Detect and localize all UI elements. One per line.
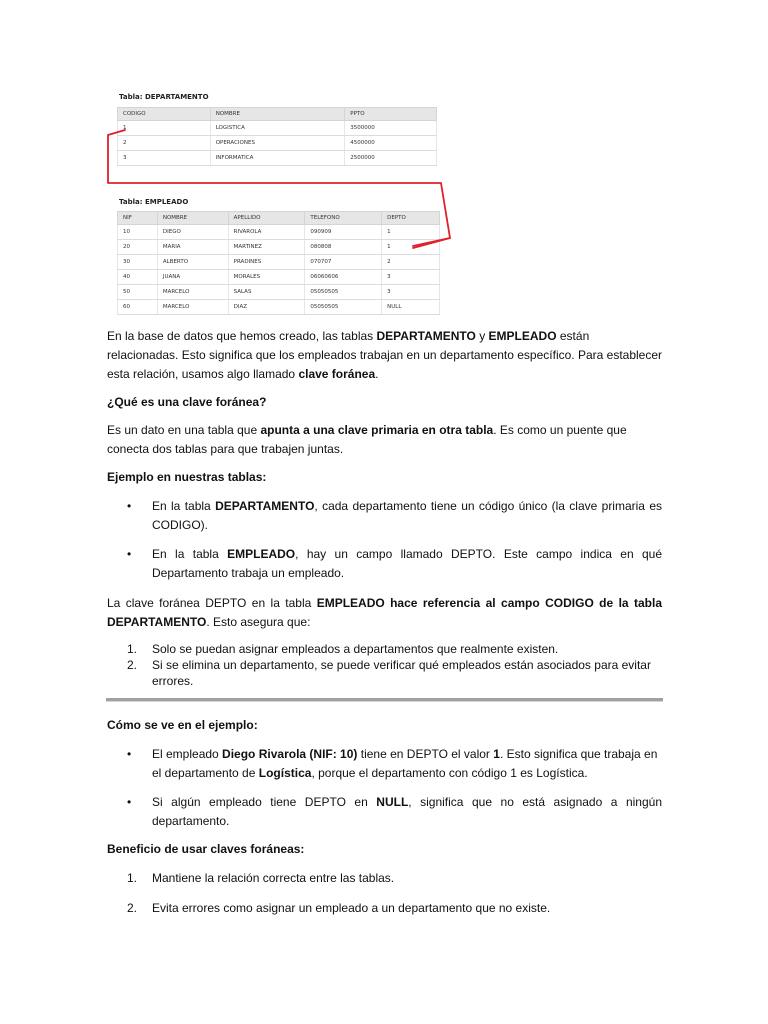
text-run: y (475, 329, 489, 343)
bold-run: DEPARTAMENTO (215, 499, 315, 513)
column-header: CODIGO (118, 108, 211, 121)
table-cell: NULL (382, 300, 440, 315)
table-cell: 3 (118, 151, 211, 166)
benefit-heading (107, 840, 662, 859)
bold-run: NULL (376, 795, 409, 809)
table-cell: ALBERTO (157, 255, 228, 270)
text-run: Es un dato en una tabla que (107, 423, 261, 437)
text-run: , significa que no está asignado a ningún departamento. (152, 795, 662, 828)
departamento-table-title: Tabla: DEPARTAMENTO (119, 93, 209, 101)
bullet-item (152, 745, 662, 783)
text-run: , hay un campo llamado DEPTO. Este campo indica en qué Departamento trabaja un empleado. (152, 547, 662, 580)
departamento-table (117, 107, 437, 166)
bold-run: Logística (258, 766, 312, 780)
heading-text: Beneficio de usar claves foráneas: (107, 842, 305, 856)
reference-paragraph (107, 594, 662, 632)
table-cell: 06060606 (305, 270, 382, 285)
column-header: TELEFONO (305, 212, 382, 225)
table-cell: 1 (382, 225, 440, 240)
column-header: NIF (118, 212, 158, 225)
table-cell: 070707 (305, 255, 382, 270)
table-cell: 10 (118, 225, 158, 240)
table-cell: OPERACIONES (210, 136, 345, 151)
bullet-icon: • (127, 499, 132, 513)
list-item: Si se elimina un departamento, se puede verificar qué empleados están asociados para evitar errores. (152, 658, 651, 688)
column-header: NOMBRE (157, 212, 228, 225)
text-run: Si algún empleado tiene DEPTO en (152, 795, 377, 809)
table-cell: MARIA (157, 240, 228, 255)
question-heading (107, 393, 662, 412)
table-cell: 20 (118, 240, 158, 255)
text-run: En la tabla (152, 547, 228, 561)
empleado-table (117, 211, 440, 315)
table-cell: 090909 (305, 225, 382, 240)
table-header-row (118, 212, 440, 225)
text-run: La clave foránea DEPTO en la tabla (107, 596, 317, 610)
table-cell: DIEGO (157, 225, 228, 240)
horizontal-divider (106, 698, 663, 702)
table-cell: 60 (118, 300, 158, 315)
table-cell: 2 (118, 136, 211, 151)
bullet-item (152, 545, 662, 583)
table-row (118, 255, 440, 270)
column-header: APELLIDO (228, 212, 305, 225)
table-cell: 3500000 (345, 121, 437, 136)
table-cell: 50 (118, 285, 158, 300)
text-run: tiene en DEPTO el valor (357, 747, 494, 761)
how-heading (107, 716, 662, 735)
table-cell: LOGISTICA (210, 121, 345, 136)
intro-paragraph (107, 327, 662, 384)
text-run: En la base de datos que hemos creado, las tablas (107, 329, 377, 343)
table-cell: JUANA (157, 270, 228, 285)
definition-paragraph (107, 421, 662, 459)
column-header: PPTO (345, 108, 437, 121)
text-run: , porque el departamento con código 1 es Logística. (311, 766, 588, 780)
text-run: En la tabla (152, 499, 216, 513)
table-row (118, 285, 440, 300)
bullet-icon: • (127, 795, 132, 809)
table-cell: 3 (382, 285, 440, 300)
list-item: Solo se puedan asignar empleados a departamentos que realmente existen. (152, 642, 559, 656)
list-number: 2. (127, 658, 138, 672)
heading-text: ¿Qué es una clave foránea? (107, 395, 267, 409)
bold-run: DEPARTAMENTO (376, 329, 476, 343)
table-cell: 40 (118, 270, 158, 285)
table-cell: INFORMATICA (210, 151, 345, 166)
bold-run: EMPLEADO (488, 329, 557, 343)
table-cell: MARCELO (157, 300, 228, 315)
tables-screenshot (106, 90, 464, 316)
table-row (118, 136, 437, 151)
example-heading (107, 468, 662, 487)
table-cell: 1 (118, 121, 211, 136)
heading-text: Cómo se ve en el ejemplo: (107, 718, 258, 732)
table-cell: 3 (382, 270, 440, 285)
table-cell: 2 (382, 255, 440, 270)
table-row (118, 240, 440, 255)
list-item: Mantiene la relación correcta entre las tablas. (152, 871, 395, 885)
table-cell: MARCELO (157, 285, 228, 300)
table-cell: RIVAROLA (228, 225, 305, 240)
list-number: 1. (127, 642, 138, 656)
list-item: Evita errores como asignar un empleado a un departamento que no existe. (152, 901, 551, 915)
table-cell: DIAZ (228, 300, 305, 315)
text-run: El empleado (152, 747, 223, 761)
text-run: están relacionadas. Esto significa que los empleados trabajan en un departamento específico. Para establecer esta relación, usamos algo llamado (107, 329, 663, 381)
table-cell: 05050505 (305, 300, 382, 315)
table-cell: MARTINEZ (228, 240, 305, 255)
bold-run: Diego Rivarola (NIF: 10) (222, 747, 358, 761)
bold-run: 1 (493, 747, 500, 761)
column-header: NOMBRE (210, 108, 345, 121)
bullet-item (152, 497, 662, 535)
text-run: . (375, 367, 379, 381)
table-cell: 4500000 (345, 136, 437, 151)
table-cell: 30 (118, 255, 158, 270)
heading-text: Ejemplo en nuestras tablas: (107, 470, 267, 484)
bullet-icon: • (127, 747, 132, 761)
table-cell: PRADINES (228, 255, 305, 270)
list-number: 1. (127, 871, 138, 885)
table-cell: 080808 (305, 240, 382, 255)
table-cell: 05050505 (305, 285, 382, 300)
bullet-item (152, 793, 662, 831)
text-run: . Es como un puente que conecta dos tablas para que trabajen juntas. (107, 423, 627, 456)
empleado-table-title: Tabla: EMPLEADO (119, 198, 189, 206)
bold-run: EMPLEADO (227, 547, 296, 561)
table-cell: 2500000 (345, 151, 437, 166)
bold-run: apunta a una clave primaria en otra tabla (260, 423, 494, 437)
text-run: . Esto significa que trabaja en el departamento de (152, 747, 658, 780)
column-header: DEPTO (382, 212, 440, 225)
bold-run: clave foránea (298, 367, 376, 381)
text-run: , cada departamento tiene un código único (la clave primaria es CODIGO). (152, 499, 662, 532)
table-row (118, 300, 440, 315)
table-cell: MORALES (228, 270, 305, 285)
table-row (118, 121, 437, 136)
table-row (118, 270, 440, 285)
list-number: 2. (127, 901, 138, 915)
table-header-row (118, 108, 437, 121)
bold-run: EMPLEADO hace referencia al campo CODIGO de la tabla DEPARTAMENTO (107, 596, 662, 629)
bullet-icon: • (127, 547, 132, 561)
table-row (118, 151, 437, 166)
table-row (118, 225, 440, 240)
table-cell: SALAS (228, 285, 305, 300)
text-run: . Esto asegura que: (206, 615, 311, 629)
table-cell: 1 (382, 240, 440, 255)
